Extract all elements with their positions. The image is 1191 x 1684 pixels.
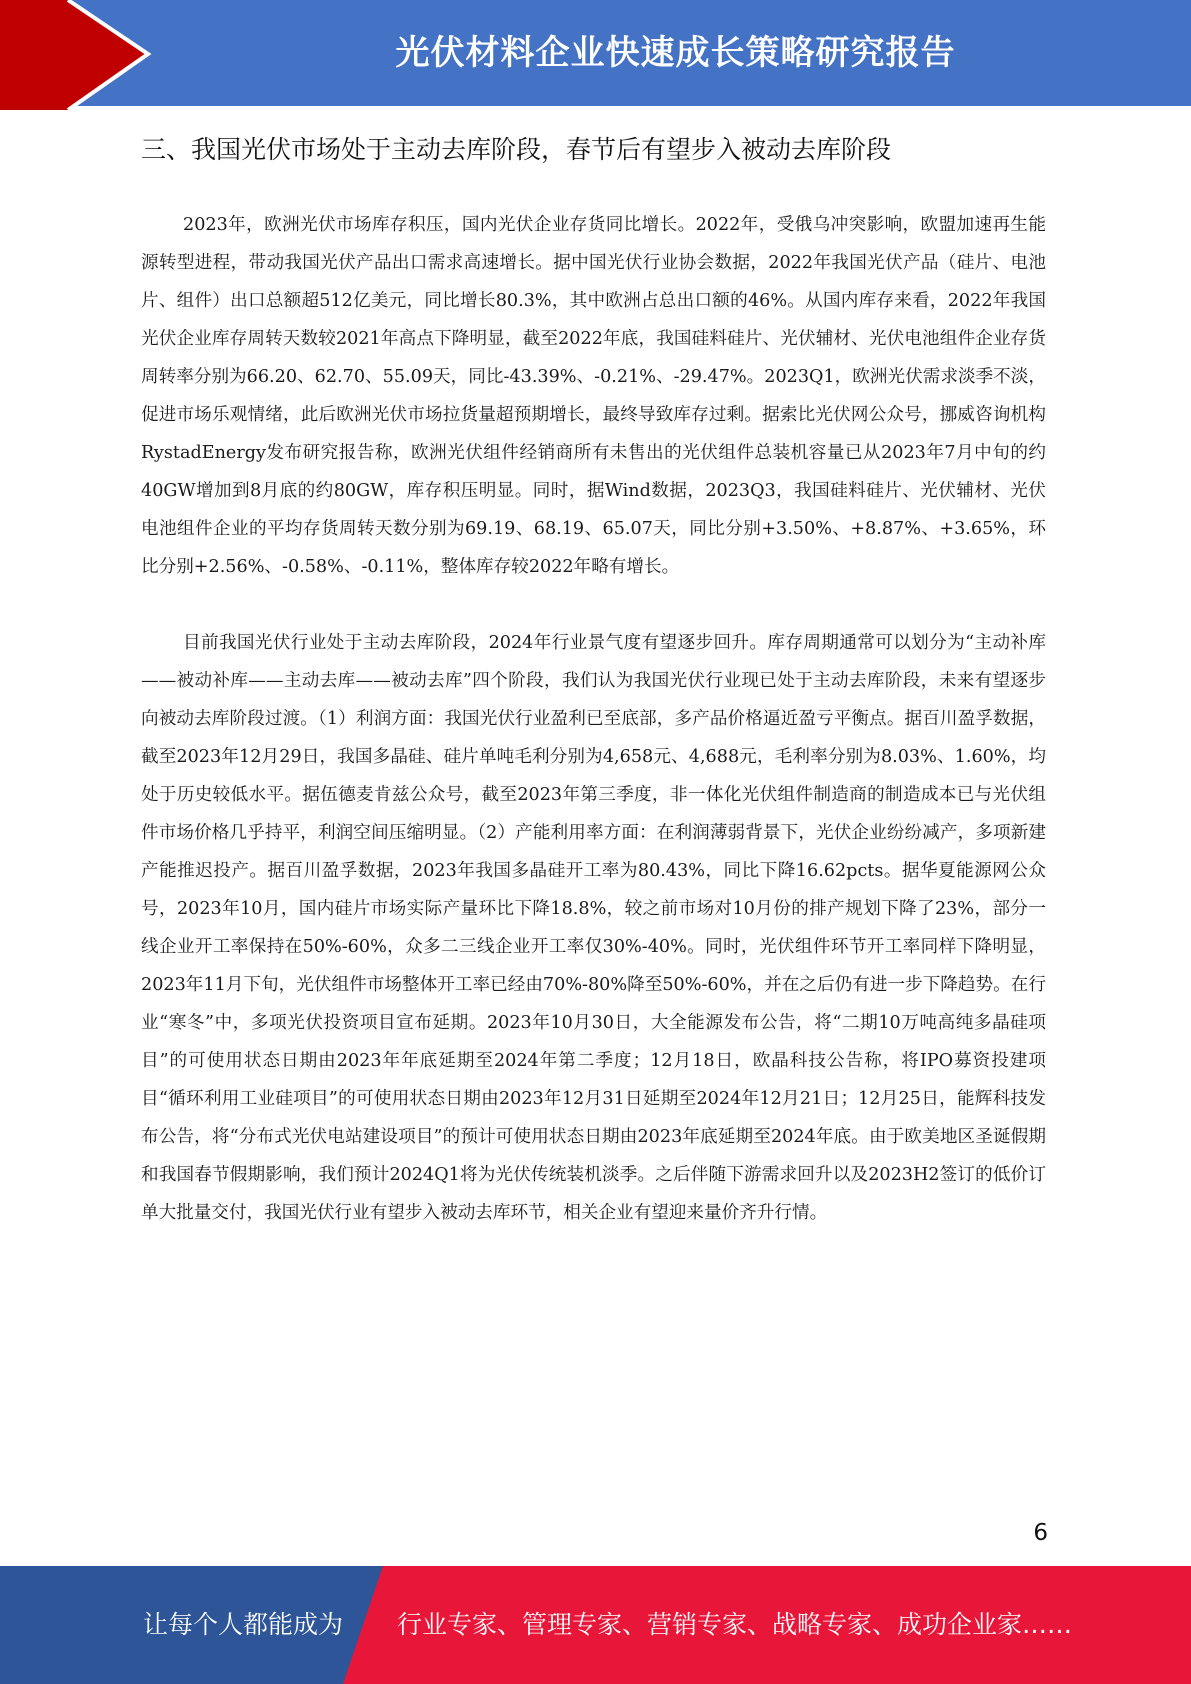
body-text xyxy=(141,206,1046,1232)
header-banner xyxy=(0,0,1191,112)
footer-banner xyxy=(0,1566,1191,1684)
paragraph-destocking-stage: 目前我国光伏行业处于主动去库阶段，2024年行业景气度有望逐步回升。库存周期通常可以划分为“主动补库——被动补库——主动去库——被动去库”四个阶段，我们认为我国光伏行业现已处于主动去库阶段，未来有望逐步向被动去库阶段过渡。（1）利润方面：我国光伏行业盈利已至底部，多产品价格逼近盈亏平衡点。据百川盈孚数据，截至2023年12月29日，我国多晶硅、硅片单吨毛利分别为4,658元、4,688元，毛利率分别为8.03%、1.60%，均处于历史较低水平。据伍德麦肯兹公众号，截至2023年第三季度，非一体化光伏组件制造商的制造成本已与光伏组件市场价格几乎持平，利润空间压缩明显。（2）产能利用率方面：在利润薄弱背景下，光伏企业纷纷减产，多项新建产能推迟投产。据百川盈孚数据，2023年我国多晶硅开工率为80.43%，同比下降16.62pcts。据华夏能源网公众号，2023年10月，国内硅片市场实际产量环比下降18.8%，较之前市场对10月份的排产规划下降了23%，部分一线企业开工率保持在50%-60%，众多二三线企业开工率仅30%-40%。同时，光伏组件环节开工率同样下降明显，2023年11月下旬，光伏组件市场整体开工率已经由70%-80%降至50%-60%，并在之后仍有进一步下降趋势。在行业“寒冬”中，多项光伏投资项目宣布延期。2023年10月30日，大全能源发布公告，将“二期10万吨高纯多晶硅项目”的可使用状态日期由2023年年底延期至2024年第二季度；12月18日，欧晶科技公告称，将IPO募资投建项目“循环利用工业硅项目”的可使用状态日期由2023年12月31日延期至2024年12月21日；12月25日，能辉科技发布公告，将“分布式光伏电站建设项目”的预计可使用状态日期由2023年底延期至2024年底。由于欧美地区圣诞假期和我国春节假期影响，我们预计2024Q1将为光伏传统装机淡季。之后伴随下游需求回升以及2023H2签订的低价订单大批量交付，我国光伏行业有望步入被动去库环节，相关企业有望迎来量价齐升行情。 xyxy=(141,633,1046,1223)
footer-slogan-left: 让每个人都能成为 xyxy=(143,1610,344,1639)
footer-slogan-right: 行业专家、管理专家、营销专家、战略专家、成功企业家…… xyxy=(397,1610,1073,1639)
paragraph-inventory-status: 2023年，欧洲光伏市场库存积压，国内光伏企业存货同比增长。2022年，受俄乌冲突影响，欧盟加速再生能源转型进程，带动我国光伏产品出口需求高速增长。据中国光伏行业协会数据，2022年我国光伏产品（硅片、电池片、组件）出口总额超512亿美元，同比增长80.3%，其中欧洲占总出口额的46%。从国内库存来看，2022年我国光伏企业库存周转天数较2021年高点下降明显，截至2022年底，我国硅料硅片、光伏辅材、光伏电池组件企业存货周转率分别为66.20、62.70、55.09天，同比-43.39%、-0.21%、-29.47%。2023Q1，欧洲光伏需求淡季不淡，促进市场乐观情绪，此后欧洲光伏市场拉货量超预期增长，最终导致库存过剩。据索比光伏网公众号，挪威咨询机构RystadEnergy发布研究报告称，欧洲光伏组件经销商所有未售出的光伏组件总装机容量已从2023年7月中旬的约40GW增加到8月底的约80GW，库存积压明显。同时，据Wind数据，2023Q3，我国硅料硅片、光伏辅材、光伏电池组件企业的平均存货周转天数分别为69.19、68.19、65.07天，同比分别+3.50%、+8.87%、+3.65%，环比分别+2.56%、-0.58%、-0.11%，整体库存较2022年略有增长。 xyxy=(141,215,1046,577)
report-title: 光伏材料企业快速成长策略研究报告 xyxy=(395,33,956,73)
section-heading: 三、我国光伏市场处于主动去库阶段，春节后有望步入被动去库阶段 xyxy=(141,135,892,164)
page-number: 6 xyxy=(1033,1520,1048,1546)
